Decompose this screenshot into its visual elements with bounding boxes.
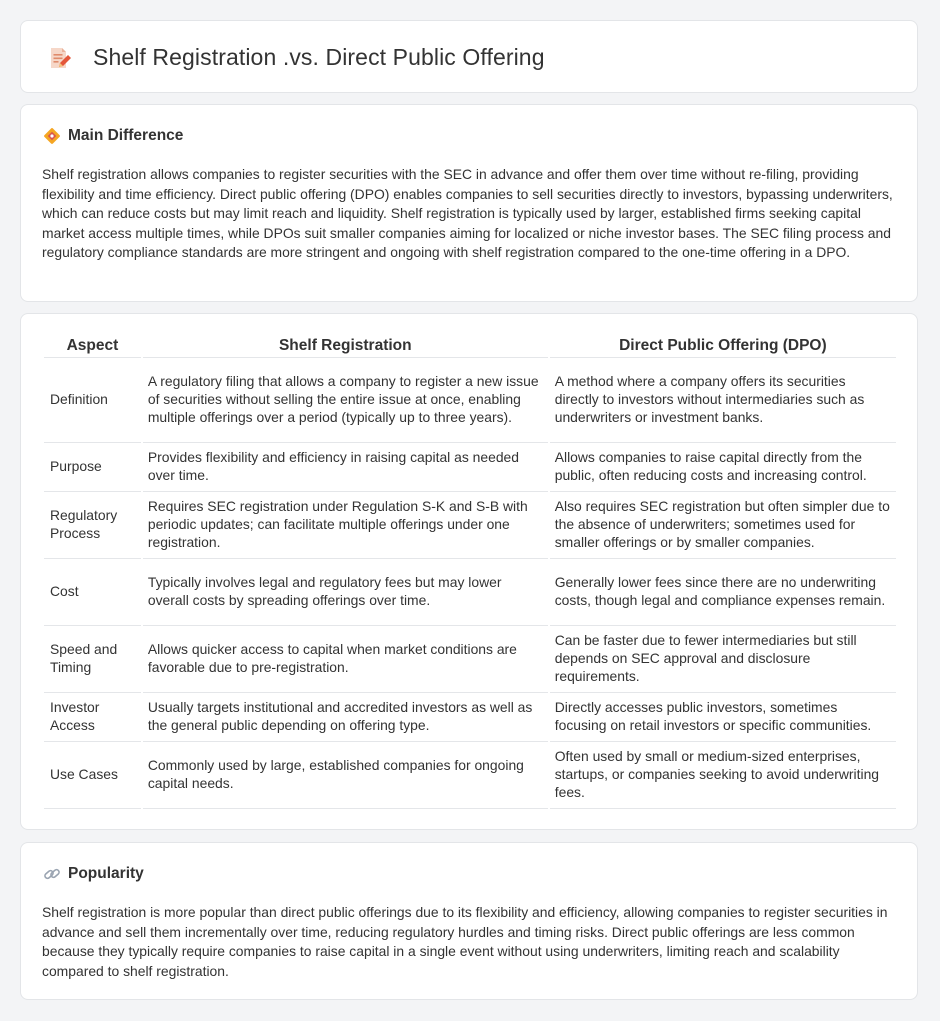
row-aspect: Purpose [44,443,141,492]
table-row [44,693,896,742]
row-shelf: A regulatory filing that allows a company to register a new issue of securities without selling the entire issue at once, enabling multiple offerings over a period (typically up to three years). [143,358,548,443]
header-direct-public-offering: Direct Public Offering (DPO) [550,334,896,358]
table-row [44,559,896,626]
row-dpo: Can be faster due to fewer intermediaries but still depends on SEC approval and disclosure requirements. [550,626,896,693]
table-row [44,358,896,443]
popularity-text: Shelf registration is more popular than direct public offerings due to its flexibility and efficiency, allowing companies to register securities in advance and sell them incrementally over time, reducing regulatory hurdles and timing risks. Direct public offerings are less common because they typically require companies to raise capital in a single event without using underwriters, limiting reach and scalability compared to shelf registration. [42,904,888,979]
table-row [44,626,896,693]
document-pen-icon [47,46,71,70]
diamond-sign-icon [43,127,61,145]
row-dpo: Also requires SEC registration but often simpler due to the absence of underwriters; sometimes used for smaller offerings or by smaller companies. [550,492,896,559]
main-difference-card [20,104,918,302]
table-row [44,742,896,809]
row-shelf: Commonly used by large, established companies for ongoing capital needs. [143,742,548,809]
table-row [44,492,896,559]
row-shelf: Allows quicker access to capital when market conditions are favorable due to pre-registration. [143,626,548,693]
row-aspect: Use Cases [44,742,141,809]
row-dpo: Generally lower fees since there are no underwriting costs, though legal and compliance expenses remain. [550,559,896,626]
comparison-table [42,334,898,809]
link-icon [43,865,61,883]
row-shelf: Requires SEC registration under Regulation S-K and S-B with periodic updates; can facilitate multiple offerings under one registration. [143,492,548,559]
header-aspect: Aspect [44,334,141,358]
row-aspect: Speed and Timing [44,626,141,693]
header-shelf-registration: Shelf Registration [143,334,548,358]
row-shelf: Usually targets institutional and accredited investors as well as the general public depending on offering type. [143,693,548,742]
table-header-row [44,334,896,358]
row-dpo: A method where a company offers its securities directly to investors without intermediaries such as underwriters or investment banks. [550,358,896,443]
row-dpo: Allows companies to raise capital directly from the public, often reducing costs and increasing control. [550,443,896,492]
main-difference-text: Shelf registration allows companies to register securities with the SEC in advance and offer them over time without re-filing, providing flexibility and time efficiency. Direct public offering (DPO) enables companies to sell securities directly to investors, bypassing underwriters, which can reduce costs but may limit reach and liquidity. Shelf registration is typically used by larger, established firms seeking capital market access multiple times, while DPOs suit smaller companies aiming for localized or niche investor bases. The SEC filing process and regulatory compliance standards are more stringent and ongoing with shelf registration compared to the one-time offering in a DPO. [42,166,893,261]
main-difference-title: Main Difference [68,127,184,144]
header-card [20,20,918,93]
row-shelf: Typically involves legal and regulatory fees but may lower overall costs by spreading offerings over time. [143,559,548,626]
row-aspect: Cost [44,559,141,626]
row-dpo: Often used by small or medium-sized enterprises, startups, or companies seeking to avoid underwriting fees. [550,742,896,809]
row-shelf: Provides flexibility and efficiency in raising capital as needed over time. [143,443,548,492]
row-aspect: Regulatory Process [44,492,141,559]
popularity-card [20,842,918,1000]
row-aspect: Definition [44,358,141,443]
row-dpo: Directly accesses public investors, sometimes focusing on retail investors or specific communities. [550,693,896,742]
page-title: Shelf Registration .vs. Direct Public Offering [93,44,545,70]
comparison-card [20,313,918,830]
row-aspect: Investor Access [44,693,141,742]
table-row [44,443,896,492]
popularity-title: Popularity [68,865,144,882]
